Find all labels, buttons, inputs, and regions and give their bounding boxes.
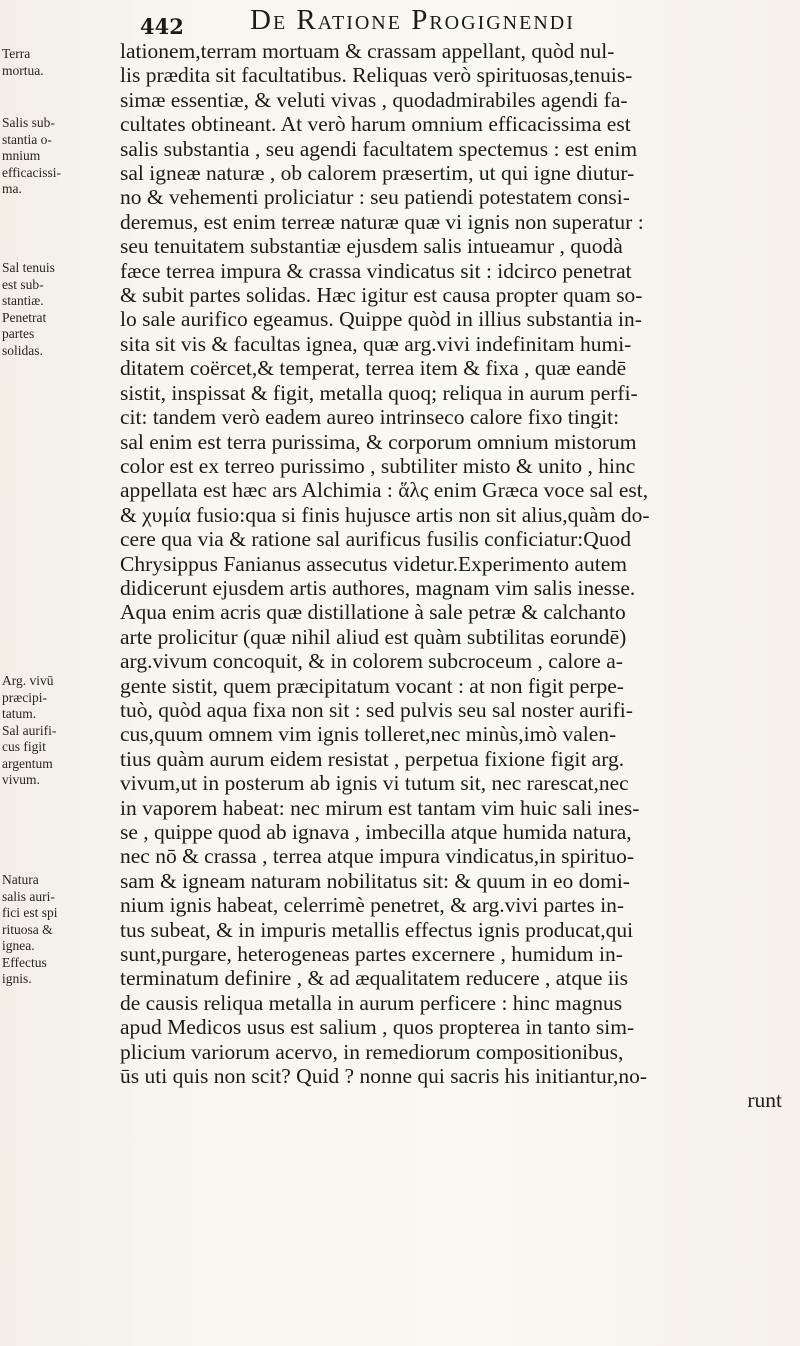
text-line: no & vehementi proliciatur : seu patiendi potestatem consi- xyxy=(120,185,630,210)
margin-note-line: Effectus xyxy=(2,954,47,970)
text-line: sal enim est terra purissima, & corporum omnium mistorum xyxy=(120,429,637,454)
margin-note-line: stantiæ. xyxy=(2,293,44,308)
margin-note-line: mnium xyxy=(2,148,41,163)
text-line: plicium variorum acervo, in remediorum compositionibus, xyxy=(120,1039,624,1064)
margin-note-line: ma. xyxy=(2,181,22,196)
text-line: nium ignis habeat, celerrimè penetret, & arg.vivi partes in- xyxy=(120,893,625,918)
text-line: seu tenuitatem substantiæ ejusdem salis intueamur , quodà xyxy=(120,234,623,259)
margin-note-line: Salis sub- xyxy=(2,115,55,130)
text-line: color est ex terreo purissimo , subtiliter misto & unito , hinc xyxy=(120,453,636,478)
text-line: sita sit vis & facultas ignea, quæ arg.vivi indefinitam humi- xyxy=(120,331,632,356)
margin-note-line: stantia o- xyxy=(2,131,52,147)
text-line: se , quippe quod ab ignava , imbecilla atque humida natura, xyxy=(120,820,632,844)
text-line: nec nō & crassa , terrea atque impura vindicatus,in spirituo- xyxy=(120,844,635,869)
margin-note-line: est sub- xyxy=(2,276,44,292)
text-line: sam & igneam naturam nobilitatus sit: & quum in eo domi- xyxy=(120,868,630,893)
text-line: tus subeat, & in impuris metallis effectus ignis producat,qui xyxy=(120,917,634,942)
text-line: lis prædita sit facultatibus. Reliquas verò spirituosas,tenuis- xyxy=(120,63,633,88)
text-line: arg.vivum concoquit, & in colorem subcroceum , calore a- xyxy=(120,649,623,674)
text-line: didicerunt ejusdem artis authores, magnam vim salis inesse. xyxy=(120,575,636,600)
text-line: sunt,purgare, heterogeneas partes excernere , humidum in- xyxy=(120,942,623,967)
margin-note-line: Terra xyxy=(2,46,31,61)
margin-note xyxy=(2,673,114,789)
page-number: 442 xyxy=(140,14,184,39)
main-text xyxy=(120,39,792,1113)
margin-note-line: rituosa & xyxy=(2,921,53,937)
text-line: Chrysippus Fanianus assecutus videtur.Experimento autem xyxy=(120,551,627,576)
margin-note-line: Natura xyxy=(2,872,39,887)
text-line: & subit partes solidas. Hæc igitur est causa propter quam so- xyxy=(120,283,643,308)
text-line: Aqua enim acris quæ distillatione à sale petræ & calchanto xyxy=(120,600,626,625)
margin-note-line: cus figit xyxy=(2,739,46,754)
margin-note-line: præcipi- xyxy=(2,689,47,705)
margin-note-line: Sal tenuis xyxy=(2,260,55,275)
margin-note-line: vivum. xyxy=(2,772,40,787)
text-line: tius quàm aurum eidem resistat , perpetua fixione figit arg. xyxy=(120,746,625,771)
text-line: de causis reliqua metalla in aurum perficere : hinc magnus xyxy=(120,990,623,1015)
margin-note-line: partes xyxy=(2,326,35,341)
margin-note-line: solidas. xyxy=(2,342,43,358)
text-line: cere qua via & ratione sal aurificus fusilis conficiatur:Quod xyxy=(120,527,632,552)
margin-note-line: efficacissi- xyxy=(2,164,61,180)
text-line: vivum,ut in posterum ab ignis vi tutum sit, nec rarescat,nec xyxy=(120,771,629,796)
text-line: deremus, est enim terreæ naturæ quæ vi ignis non superatur : xyxy=(120,209,644,234)
margin-note xyxy=(2,115,114,198)
margin-note-line: ignis. xyxy=(2,971,32,986)
margin-note-line: fici est spi xyxy=(2,905,58,920)
margin-note-line: Sal aurifi- xyxy=(2,722,57,738)
text-line: sistit, inspissat & figit, metalla quoq; reliqua in aurum perfi- xyxy=(120,380,638,405)
margin-note-line: mortua. xyxy=(2,62,44,78)
margin-note-line: argentum xyxy=(2,755,53,771)
text-line: apud Medicos usus est salium , quos propterea in tanto sim- xyxy=(120,1015,635,1040)
text-line: tuò, quòd aqua fixa non sit : sed pulvis seu sal noster aurifi- xyxy=(120,697,633,722)
margin-note-line: Arg. vivū xyxy=(2,673,54,688)
running-title: De Ratione Progignendi xyxy=(250,4,575,36)
margin-note-line: ignea. xyxy=(2,938,35,953)
margin-note xyxy=(2,872,114,988)
text-line: cultates obtineant. At verò harum omnium efficacissima est xyxy=(120,112,631,137)
text-line: fæce terrea impura & crassa vindicatus sit : idcirco penetrat xyxy=(120,258,632,283)
text-line: salis substantia , seu agendi facultatem spectemus : est enim xyxy=(120,136,638,161)
text-line: simæ essentiæ, & veluti vivas , quodadmirabiles agendi fa- xyxy=(120,87,628,112)
page-header xyxy=(140,4,780,40)
margin-note-line: Penetrat xyxy=(2,309,47,325)
margin-note-line: salis auri- xyxy=(2,888,55,904)
text-line: appellata est hæc ars Alchimia : ἅλς enim Græca voce sal est, xyxy=(120,478,649,503)
text-line: sal igneæ naturæ , ob calorem præsertim, ut qui igne diutur- xyxy=(120,161,635,186)
catchword: runt xyxy=(747,1088,782,1113)
text-line: ūs uti quis non scit? Quid ? nonne qui sacris his initiantur,no- xyxy=(120,1064,648,1089)
text-line: lationem,terram mortuam & crassam appellant, quòd nul- xyxy=(120,39,615,63)
text-line: gente sistit, quem præcipitatum vocant : at non figit perpe- xyxy=(120,673,624,698)
text-line: cit: tandem verò eadem aureo intrinseco calore fixo tingit: xyxy=(120,405,620,430)
text-line: ditatem coërcet,& temperat, terrea item & fixa , quæ eandē xyxy=(120,356,627,381)
text-line: terminatum definire , & ad æqualitatem reducere , atque iis xyxy=(120,966,629,991)
margin-note-line: tatum. xyxy=(2,706,37,721)
margin-note xyxy=(2,260,114,359)
text-line: & χυμία fusio:qua si finis hujusce artis non sit alius,quàm do- xyxy=(120,502,650,527)
text-line: in vaporem habeat: nec mirum est tantam vim huic sali ines- xyxy=(120,795,640,820)
margin-note xyxy=(2,46,114,79)
text-line: lo sale aurifico egeamus. Quippe quòd in illius substantia in- xyxy=(120,307,642,332)
text-line: arte prolicitur (quæ nihil aliud est quàm subtilitas eorundē) xyxy=(120,624,627,649)
text-line: cus,quum omnem vim ignis tolleret,nec minùs,imò valen- xyxy=(120,722,617,747)
